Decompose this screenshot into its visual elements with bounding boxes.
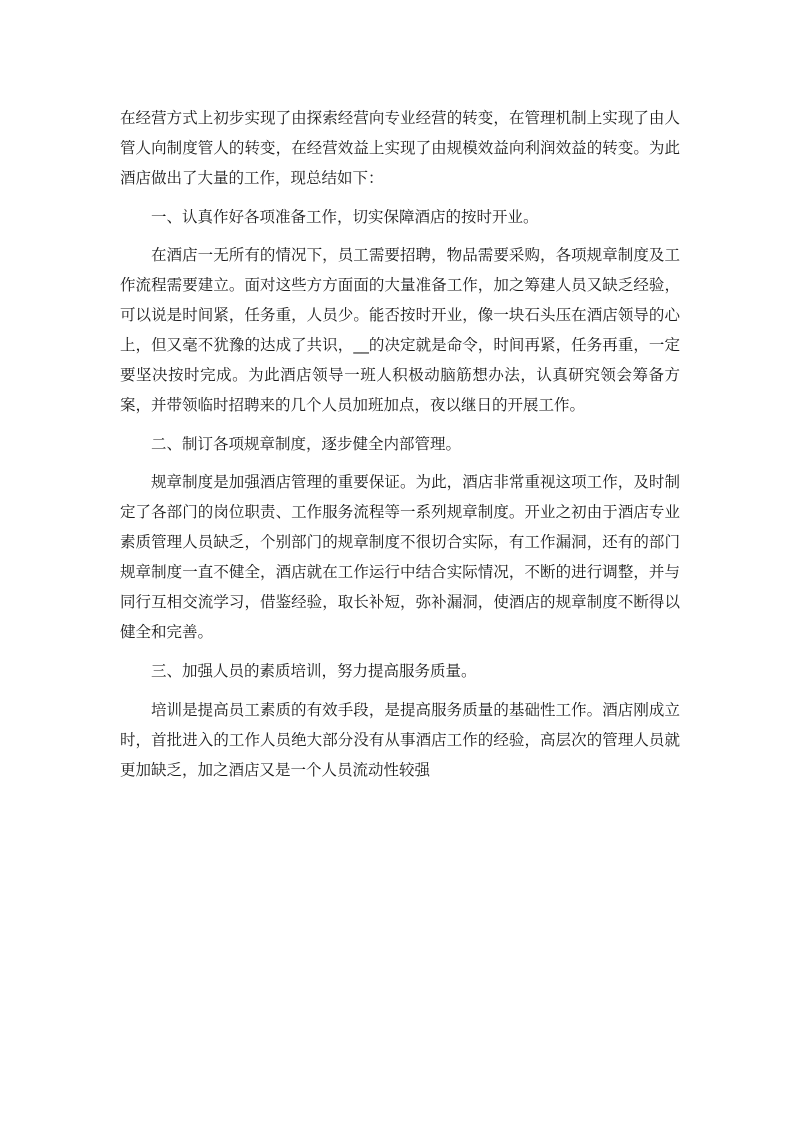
section-heading-2: 二、制订各项规章制度，逐步健全内部管理。	[151, 434, 462, 453]
paragraph-preparation: 在酒店一无所有的情况下，员工需要招聘，物品需要采购，各项规章制度及工作流程需要建立。面对这些方方面面的大量准备工作，加之筹建人员又缺乏经验，可以说是时间紧，任务重，人员少。能否按时开业，像一块石头压在酒店领导的心上，但又毫不犹豫的达成了共识，__的决定就是命令，时间再紧，任务再重，一定要坚决按时完成。为此酒店领导一班人积极动脑筋想办法，认真研究领会筹备方案，并带领临时招聘来的几个人员加班加点，夜以继日的开展工作。	[120, 246, 680, 415]
document-body	[120, 103, 680, 793]
paragraph-intro: 在经营方式上初步实现了由探索经营向专业经营的转变，在管理机制上实现了由人管人向制度管人的转变，在经营效益上实现了由规模效益向利润效益的转变。为此酒店做出了大量的工作，现总结如下：	[120, 109, 680, 187]
paragraph-training: 培训是提高员工素质的有效手段，是提高服务质量的基础性工作。酒店刚成立时，首批进入的工作人员绝大部分没有从事酒店工作的经验，高层次的管理人员就更加缺乏，加之酒店又是一个人员流动性较强	[120, 700, 680, 779]
section-heading-3: 三、加强人员的素质培训，努力提高服务质量。	[151, 661, 477, 680]
paragraph-regulations: 规章制度是加强酒店管理的重要保证。为此，酒店非常重视这项工作，及时制定了各部门的岗位职责、工作服务流程等一系列规章制度。开业之初由于酒店专业素质管理人员缺乏，个别部门的规章制度不很切合实际，有工作漏洞，还有的部门规章制度一直不健全，酒店就在工作运行中结合实际情况，不断的进行调整，并与同行互相交流学习，借鉴经验，取长补短，弥补漏洞，使酒店的规章制度不断得以健全和完善。	[120, 473, 680, 642]
section-heading-1: 一、认真作好各项准备工作，切实保障酒店的按时开业。	[151, 207, 539, 226]
